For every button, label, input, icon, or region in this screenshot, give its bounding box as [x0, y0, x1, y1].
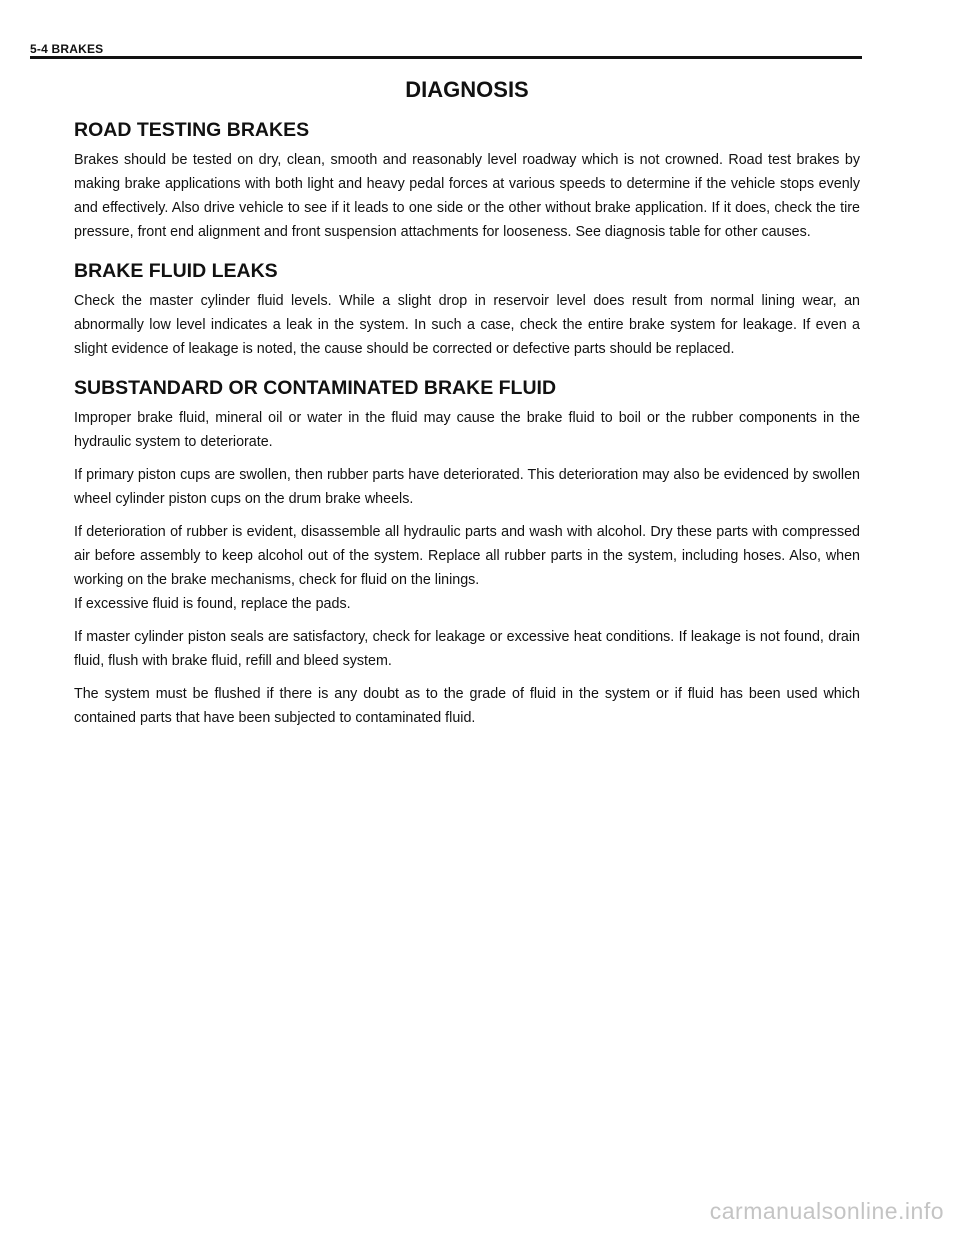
- paragraph: The system must be flushed if there is any doubt as to the grade of fluid in the system or if fluid has been used which contained parts that have been subjected to contaminated fluid.: [74, 686, 860, 726]
- paragraph: If deterioration of rubber is evident, disassemble all hydraulic parts and wash with alcohol. Dry these parts with compressed air before assembly to keep alcohol out of the system. Replace all rubber parts in the system, including hoses. Also, when working on the brake mechanisms, check for fluid on the linings. If excessive fluid is found, replace the pads.: [74, 524, 860, 612]
- paragraph: Check the master cylinder fluid levels. While a slight drop in reservoir level does result from normal lining wear, an abnormally low level indicates a leak in the system. In such a case, check the entire brake system for leakage. If even a slight evidence of leakage is noted, the cause should be corrected or defective parts should be replaced.: [74, 293, 860, 357]
- section-heading: BRAKE FLUID LEAKS: [74, 260, 278, 282]
- section-road-testing-brakes: [74, 116, 860, 244]
- watermark: carmanualsonline.info: [709, 1198, 944, 1224]
- page-title: DIAGNOSIS: [405, 77, 529, 102]
- paragraph: Improper brake fluid, mineral oil or water in the fluid may cause the brake fluid to boil or the rubber components in the hydraulic system to deteriorate.: [74, 410, 860, 450]
- section-heading: SUBSTANDARD OR CONTAMINATED BRAKE FLUID: [74, 377, 557, 399]
- page-header: [30, 38, 862, 59]
- document-body: [74, 75, 860, 743]
- paragraph: If primary piston cups are swollen, then rubber parts have deteriorated. This deterioration may also be evidenced by swollen wheel cylinder piston cups on the drum brake wheels.: [74, 467, 860, 507]
- section-heading: ROAD TESTING BRAKES: [74, 119, 310, 141]
- section-contaminated-brake-fluid: [74, 374, 860, 730]
- paragraph: If master cylinder piston seals are satisfactory, check for leakage or excessive heat conditions. If leakage is not found, drain fluid, flush with brake fluid, refill and bleed system.: [74, 629, 860, 669]
- paragraph: Brakes should be tested on dry, clean, smooth and reasonably level roadway which is not crowned. Road test brakes by making brake applications with both light and heavy pedal forces at various speeds to determine if the vehicle stops evenly and effectively. Also drive vehicle to see if it leads to one side or the other without brake application. If it does, check the tire pressure, front end alignment and front suspension attachments for looseness. See diagnosis table for other causes.: [74, 152, 860, 240]
- running-header: 5-4 BRAKES: [30, 42, 104, 56]
- section-brake-fluid-leaks: [74, 257, 860, 361]
